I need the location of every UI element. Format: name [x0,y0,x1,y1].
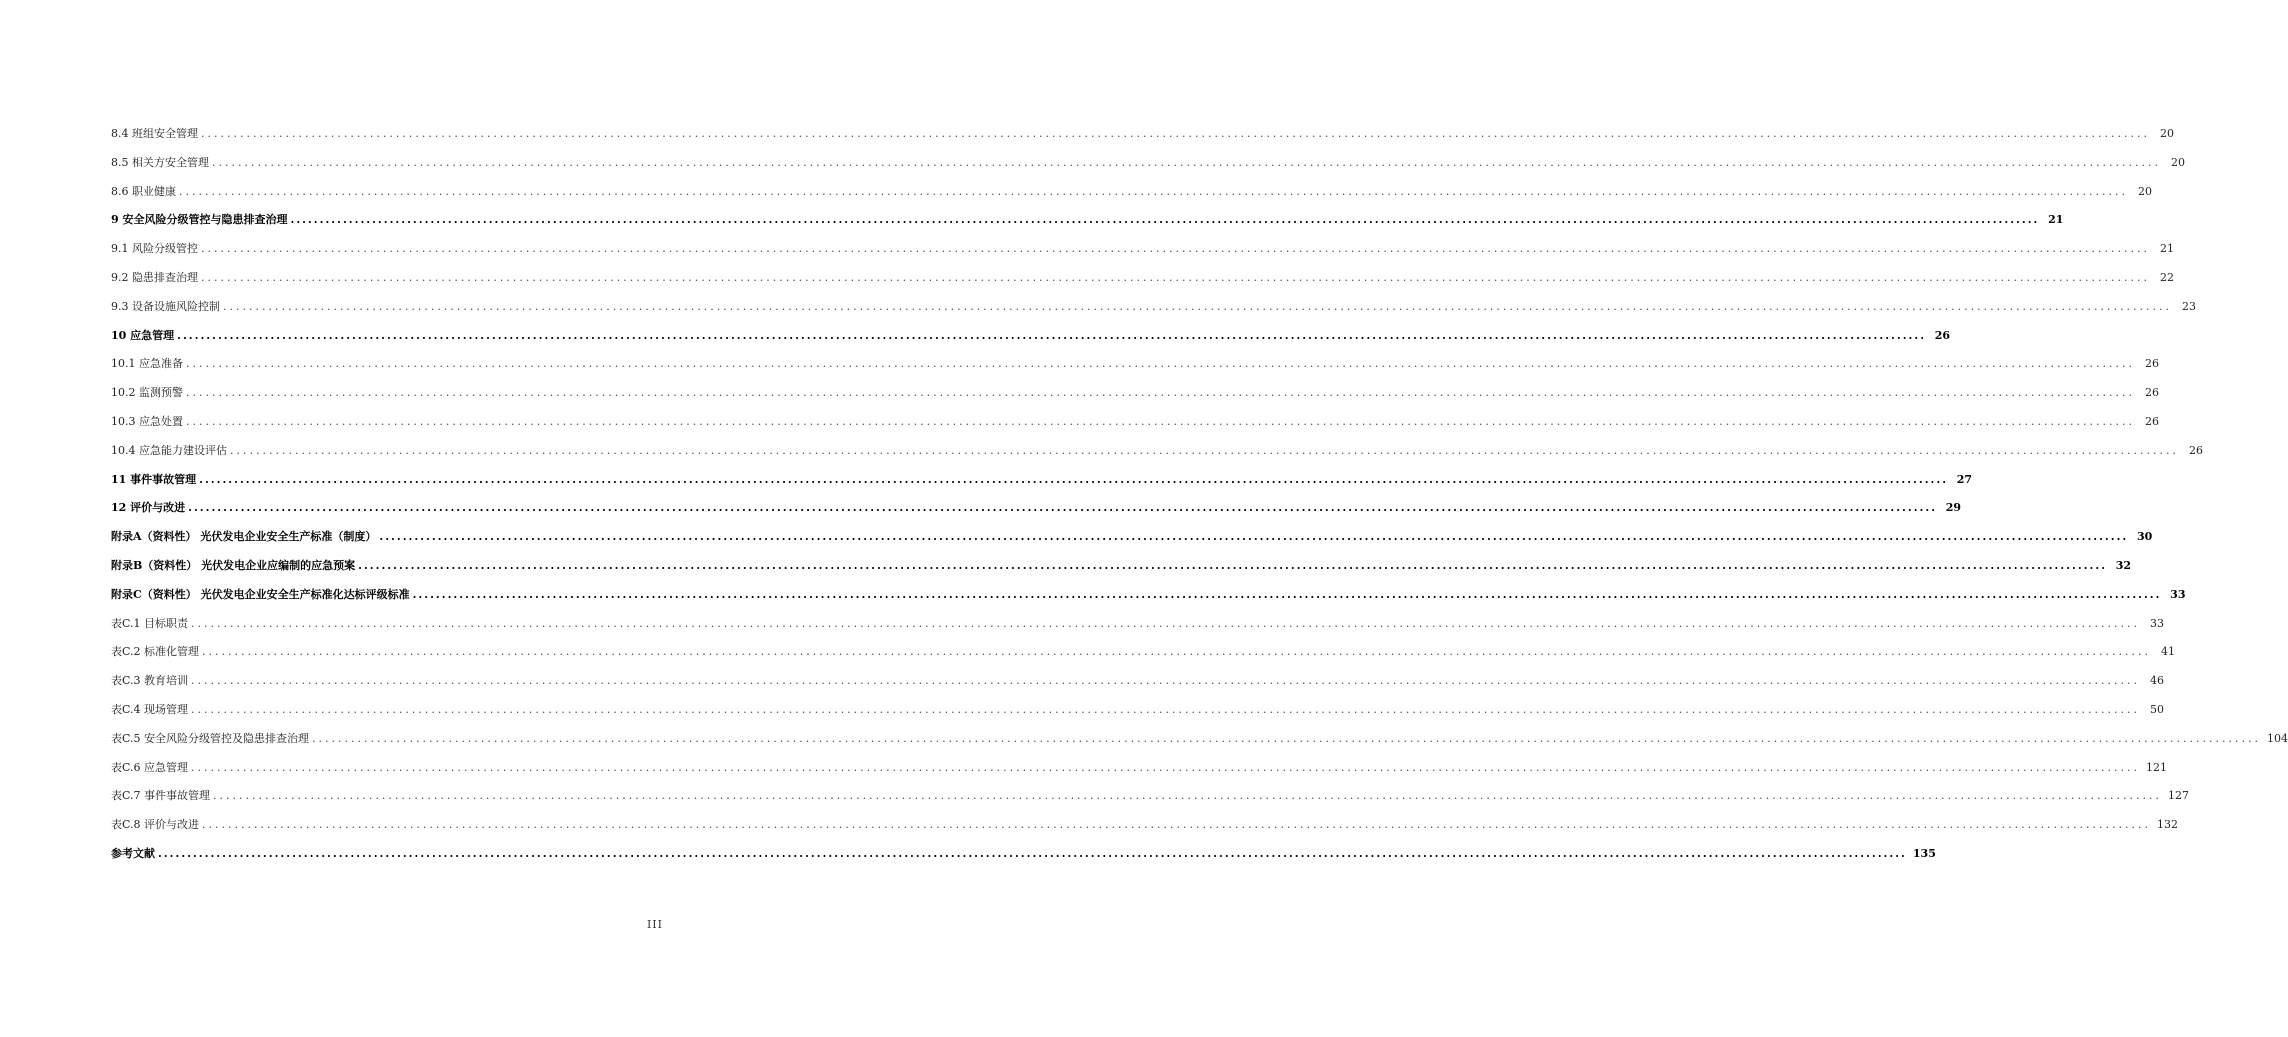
toc-entry-title: 10.3 应急处置 [111,414,183,428]
toc-dot-leader: ............................................................................................................................................................................................................................................................................................................ [201,242,2150,256]
toc-entry-title: 11 事件事故管理 [111,472,197,486]
toc-dot-leader: ............................................................................................................................................................................................................................................................................................................ [199,472,1949,486]
toc-entry[interactable] [111,498,1962,527]
toc-entry-page: 21 [2159,242,2174,256]
toc-dot-leader: ............................................................................................................................................................................................................................................................................................................ [191,760,2141,774]
toc-dot-leader: ............................................................................................................................................................................................................................................................................................................ [179,184,2128,198]
toc-dot-leader: ............................................................................................................................................................................................................................................................................................................ [177,328,1927,342]
toc-entry[interactable] [111,354,2159,383]
toc-entry-title: 表C.2 标准化管理 [111,645,200,659]
toc-entry-title: 参考文献 [111,846,155,860]
toc-dot-leader: ............................................................................................................................................................................................................................................................................................................ [186,386,2135,400]
toc-entry[interactable] [111,844,1936,873]
toc-entry-page: 20 [2170,155,2185,169]
toc-entry-page: 46 [2150,674,2165,688]
toc-entry-title: 表C.8 评价与改进 [111,818,200,832]
toc-dot-leader: ............................................................................................................................................................................................................................................................................................................ [202,818,2152,832]
toc-entry-title: 10 应急管理 [111,328,175,342]
toc-entry-page: 26 [1934,328,1951,342]
toc-entry-title: 附录B（资料性） 光伏发电企业应编制的应急预案 [111,558,356,572]
toc-entry[interactable] [111,383,2159,412]
toc-entry-title: 表C.6 应急管理 [111,760,189,774]
toc-entry-page: 27 [1956,472,1973,486]
toc-entry-page: 135 [1912,846,1936,860]
toc-entry-page: 132 [2157,818,2179,832]
table-of-contents [111,124,2288,873]
toc-entry-title: 10.4 应急能力建设评估 [111,443,227,457]
toc-entry-title: 表C.4 现场管理 [111,702,189,716]
toc-entry-page: 26 [2144,386,2159,400]
toc-entry[interactable] [111,182,2152,211]
toc-dot-leader: ............................................................................................................................................................................................................................................................................................................ [412,587,2162,601]
toc-entry[interactable] [111,585,2186,614]
toc-entry-title: 表C.3 教育培训 [111,674,189,688]
toc-entry-title: 附录A（资料性） 光伏发电企业安全生产标准（制度） [111,530,377,544]
toc-dot-leader: ............................................................................................................................................................................................................................................................................................................ [201,270,2150,284]
toc-entry-page: 26 [2144,357,2159,371]
toc-entry[interactable] [111,729,2288,758]
toc-entry-page: 50 [2150,702,2165,716]
toc-dot-leader: ............................................................................................................................................................................................................................................................................................................ [201,127,2150,140]
toc-entry-title: 表C.7 事件事故管理 [111,789,211,803]
toc-entry-title: 9.2 隐患排查治理 [111,270,198,284]
toc-entry-page: 20 [2137,184,2152,198]
toc-entry-page: 23 [2181,299,2196,313]
toc-dot-leader: ............................................................................................................................................................................................................................................................................................................ [379,530,2129,544]
toc-entry[interactable] [111,441,2203,470]
toc-entry[interactable] [111,758,2168,787]
toc-dot-leader: ............................................................................................................................................................................................................................................................................................................ [202,645,2152,659]
toc-entry[interactable] [111,297,2196,326]
toc-dot-leader: ............................................................................................................................................................................................................................................................................................................ [358,558,2108,572]
toc-entry-page: 21 [2048,213,2064,227]
toc-entry[interactable] [111,642,2176,671]
toc-entry[interactable] [111,700,2165,729]
toc-entry-title: 8.4 班组安全管理 [111,127,198,140]
toc-entry-page: 22 [2159,270,2174,284]
toc-dot-leader: ............................................................................................................................................................................................................................................................................................................ [213,789,2162,803]
toc-entry-page: 32 [2115,558,2132,572]
toc-entry-title: 表C.1 目标职责 [111,616,189,630]
toc-entry-title: 9 安全风险分级管控与隐患排查治理 [111,213,288,227]
toc-dot-leader: ............................................................................................................................................................................................................................................................................................................ [158,846,1907,860]
toc-entry-page: 104 [2267,731,2288,745]
toc-dot-leader: ............................................................................................................................................................................................................................................................................................................ [188,501,1938,515]
toc-entry-page: 127 [2168,789,2189,803]
toc-dot-leader: ............................................................................................................................................................................................................................................................................................................ [186,414,2135,428]
toc-entry[interactable] [111,527,2153,556]
toc-dot-leader: ............................................................................................................................................................................................................................................................................................................ [186,357,2135,371]
toc-entry[interactable] [111,786,2189,815]
toc-dot-leader: ............................................................................................................................................................................................................................................................................................................ [312,731,2261,745]
toc-entry-title: 10.1 应急准备 [111,357,183,371]
toc-entry-title: 8.6 职业健康 [111,184,176,198]
toc-dot-leader: ............................................................................................................................................................................................................................................................................................................ [212,155,2161,169]
toc-entry-page: 29 [1945,501,1962,515]
toc-entry-page: 26 [2188,443,2203,457]
toc-entry[interactable] [111,210,2064,239]
page-number: III [646,918,663,931]
toc-entry[interactable] [111,614,2165,643]
toc-entry[interactable] [111,268,2174,297]
toc-entry-page: 26 [2144,414,2159,428]
toc-entry-page: 33 [2170,587,2186,601]
toc-dot-leader: ............................................................................................................................................................................................................................................................................................................ [191,674,2141,688]
toc-dot-leader: ............................................................................................................................................................................................................................................................................................................ [191,616,2141,630]
toc-entry-page: 20 [2159,127,2174,140]
toc-entry-title: 9.1 风险分级管控 [111,242,198,256]
toc-entry-title: 表C.5 安全风险分级管控及隐患排查治理 [111,731,310,745]
toc-entry-title: 8.5 相关方安全管理 [111,155,209,169]
toc-entry-title: 12 评价与改进 [111,501,186,515]
toc-entry[interactable] [111,326,1951,355]
toc-entry-title: 附录C（资料性） 光伏发电企业安全生产标准化达标评级标准 [111,587,410,601]
toc-entry-page: 33 [2150,616,2165,630]
toc-dot-leader: ............................................................................................................................................................................................................................................................................................................ [191,702,2141,716]
toc-entry-page: 121 [2146,760,2168,774]
toc-entry[interactable] [111,815,2179,844]
toc-entry[interactable] [111,470,1973,499]
toc-dot-leader: ............................................................................................................................................................................................................................................................................................................ [290,213,2040,227]
toc-dot-leader: ............................................................................................................................................................................................................................................................................................................ [230,443,2179,457]
toc-entry-page: 41 [2161,645,2176,659]
toc-dot-leader: ............................................................................................................................................................................................................................................................................................................ [223,299,2172,313]
toc-entry-title: 9.3 设备设施风险控制 [111,299,220,313]
toc-entry[interactable] [111,239,2174,268]
toc-entry[interactable] [111,671,2165,700]
toc-entry[interactable] [111,153,2185,182]
toc-entry-title: 10.2 监测预警 [111,386,183,400]
toc-entry-page: 30 [2136,530,2153,544]
toc-entry[interactable] [111,556,2132,585]
toc-entry[interactable] [111,412,2159,441]
toc-entry[interactable] [111,124,2174,153]
